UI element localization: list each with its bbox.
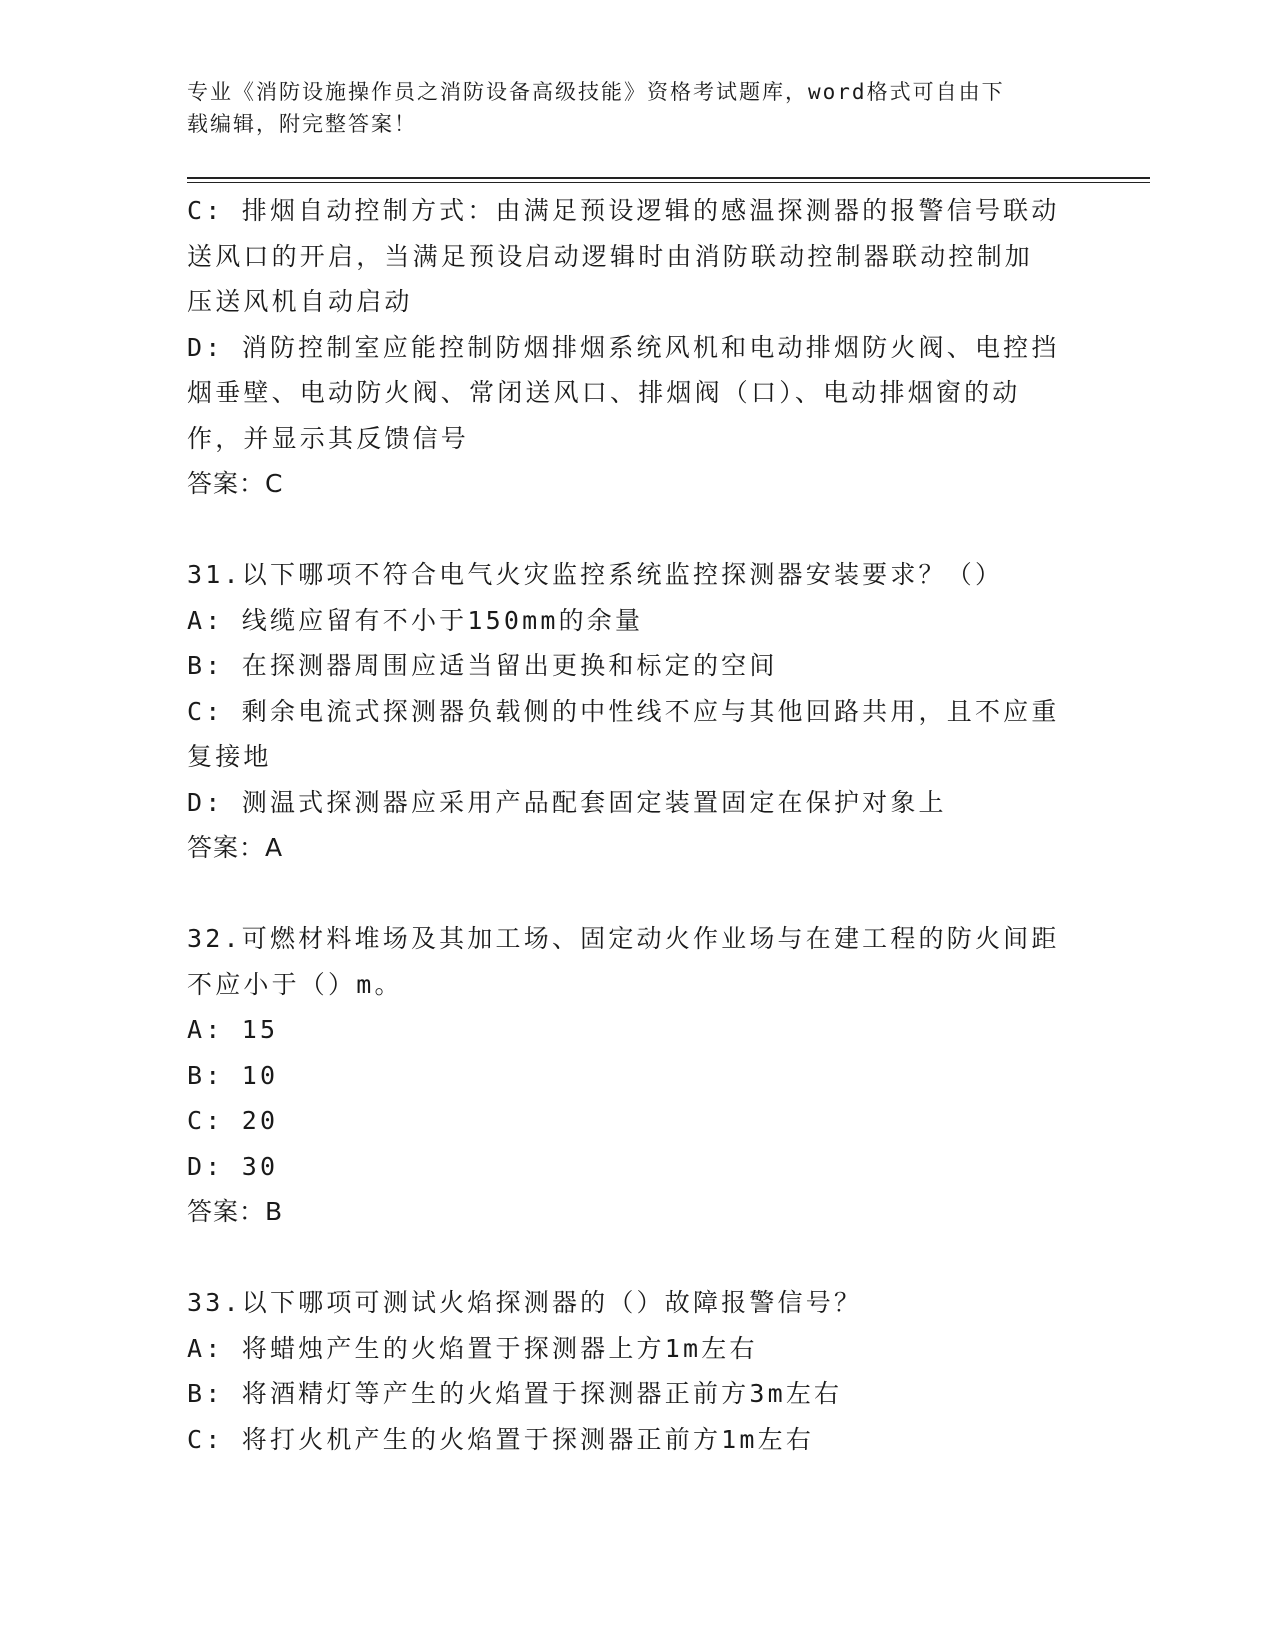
header-line-2: 载编辑，附完整答案！	[187, 112, 417, 136]
question-33	[187, 1280, 1087, 1462]
option-d: D: 测温式探测器应采用产品配套固定装置固定在保护对象上	[187, 787, 947, 817]
option-c: C: 20	[187, 1106, 279, 1135]
question-stem: 31.以下哪项不符合电气火灾监控系统监控探测器安装要求？（）	[187, 560, 1004, 589]
option-c-line: C: 剩余电流式探测器负载侧的中性线不应与其他回路共用，且不应重	[187, 696, 1060, 726]
answer-label: 答案：A	[187, 833, 284, 862]
option-c-line: 压送风机自动启动	[187, 287, 413, 316]
question-spacer	[187, 507, 1087, 553]
option-c-line: 送风口的开启，当满足预设启动逻辑时由消防联动控制器联动控制加	[187, 241, 1034, 271]
question-spacer	[187, 871, 1087, 917]
question-31	[187, 552, 1087, 871]
option-b: B: 在探测器周围应适当留出更换和标定的空间	[187, 651, 778, 680]
option-d: D: 30	[187, 1151, 279, 1181]
header-rule-thin	[187, 182, 1150, 183]
question-32	[187, 916, 1087, 1235]
answer-label: 答案：B	[187, 1197, 284, 1226]
option-c-line: C: 排烟自动控制方式：由满足预设逻辑的感温探测器的报警信号联动	[187, 196, 1060, 225]
question-spacer	[187, 1235, 1087, 1281]
option-d-line: 作，并显示其反馈信号	[187, 423, 470, 453]
option-c-line: 复接地	[187, 742, 272, 771]
header-line-1: 专业《消防设施操作员之消防设备高级技能》资格考试题库，word格式可自由下	[187, 80, 1005, 104]
option-a: A: 15	[187, 1015, 279, 1044]
header-rule-thick	[187, 177, 1150, 179]
question-stem-line: 32.可燃材料堆场及其加工场、固定动火作业场与在建工程的防火间距	[187, 924, 1060, 953]
question-stem-line: 不应小于（）m。	[187, 969, 403, 999]
option-b: B: 将酒精灯等产生的火焰置于探测器正前方3m左右	[187, 1379, 843, 1408]
question-list	[187, 188, 1087, 1462]
option-d-line: 烟垂壁、电动防火阀、常闭送风口、排烟阀（口）、电动排烟窗的动	[187, 378, 1021, 407]
question-stem: 33.以下哪项可测试火焰探测器的（）故障报警信号？	[187, 1288, 863, 1317]
answer-label: 答案：C	[187, 469, 284, 498]
option-a: A: 线缆应留有不小于150mm的余量	[187, 605, 644, 635]
document-header	[187, 76, 1087, 140]
option-c: C: 将打火机产生的火焰置于探测器正前方1m左右	[187, 1424, 815, 1454]
question-30-tail	[187, 188, 1087, 507]
option-d-line: D: 消防控制室应能控制防烟排烟系统风机和电动排烟防火阀、电控挡	[187, 332, 1060, 362]
option-a: A: 将蜡烛产生的火焰置于探测器上方1m左右	[187, 1333, 758, 1363]
option-b: B: 10	[187, 1060, 279, 1090]
